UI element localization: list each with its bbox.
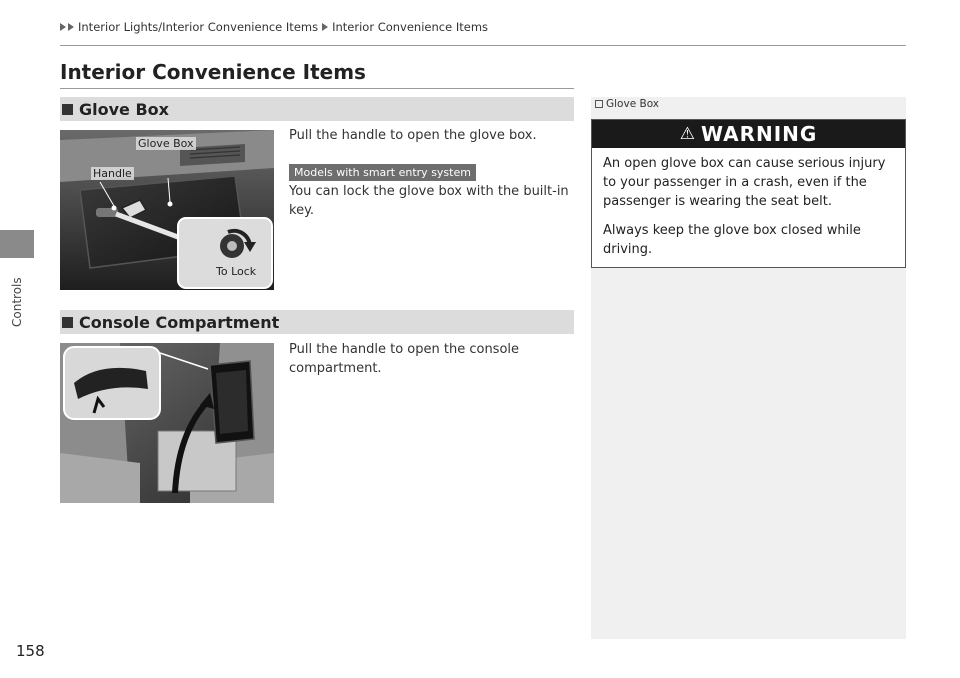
model-badge: Models with smart entry system: [289, 164, 476, 181]
callout-glove-box: Glove Box: [138, 137, 194, 150]
breadcrumb-arrow-icon: [68, 23, 74, 31]
warning-title: WARNING: [700, 122, 818, 146]
title-divider: [60, 88, 574, 89]
section-title: Glove Box: [79, 99, 169, 119]
warning-box: [591, 119, 906, 268]
breadcrumb-item[interactable]: Interior Lights/Interior Convenience Items: [78, 20, 319, 34]
page-number: 158: [16, 642, 45, 660]
square-bullet-icon: [62, 104, 73, 115]
breadcrumb-arrow-icon: [322, 23, 328, 31]
warning-triangle-icon: ⚠: [679, 124, 696, 144]
page-title: Interior Convenience Items: [60, 60, 366, 84]
breadcrumb: [60, 20, 492, 34]
note-label: [595, 98, 659, 110]
warning-body: [592, 148, 905, 273]
console-illustration: [60, 343, 274, 503]
chapter-tab: [0, 230, 34, 258]
glove-box-open-text: Pull the handle to open the glove box.: [289, 128, 537, 143]
callout-to-lock: To Lock: [216, 265, 257, 278]
chapter-label: Controls: [10, 277, 24, 327]
note-label-text: Glove Box: [606, 98, 660, 110]
note-square-icon: [595, 100, 603, 108]
warning-paragraph: Always keep the glove box closed while driving.: [603, 223, 861, 257]
glove-box-lock-text: You can lock the glove box with the built-in key.: [289, 184, 569, 218]
section-header-console: [60, 310, 574, 334]
section-header-glove-box: [60, 97, 574, 121]
callout-handle: Handle: [93, 167, 132, 180]
warning-paragraph: An open glove box can cause serious injury to your passenger in a crash, even if the passenger is wearing the seat belt.: [603, 156, 886, 209]
breadcrumb-item[interactable]: Interior Convenience Items: [332, 20, 489, 34]
breadcrumb-arrow-icon: [60, 23, 66, 31]
console-open-text: Pull the handle to open the console compartment.: [289, 342, 520, 376]
section-title: Console Compartment: [79, 312, 280, 332]
square-bullet-icon: [62, 317, 73, 328]
warning-header: [592, 120, 905, 148]
header-divider: [60, 45, 906, 46]
